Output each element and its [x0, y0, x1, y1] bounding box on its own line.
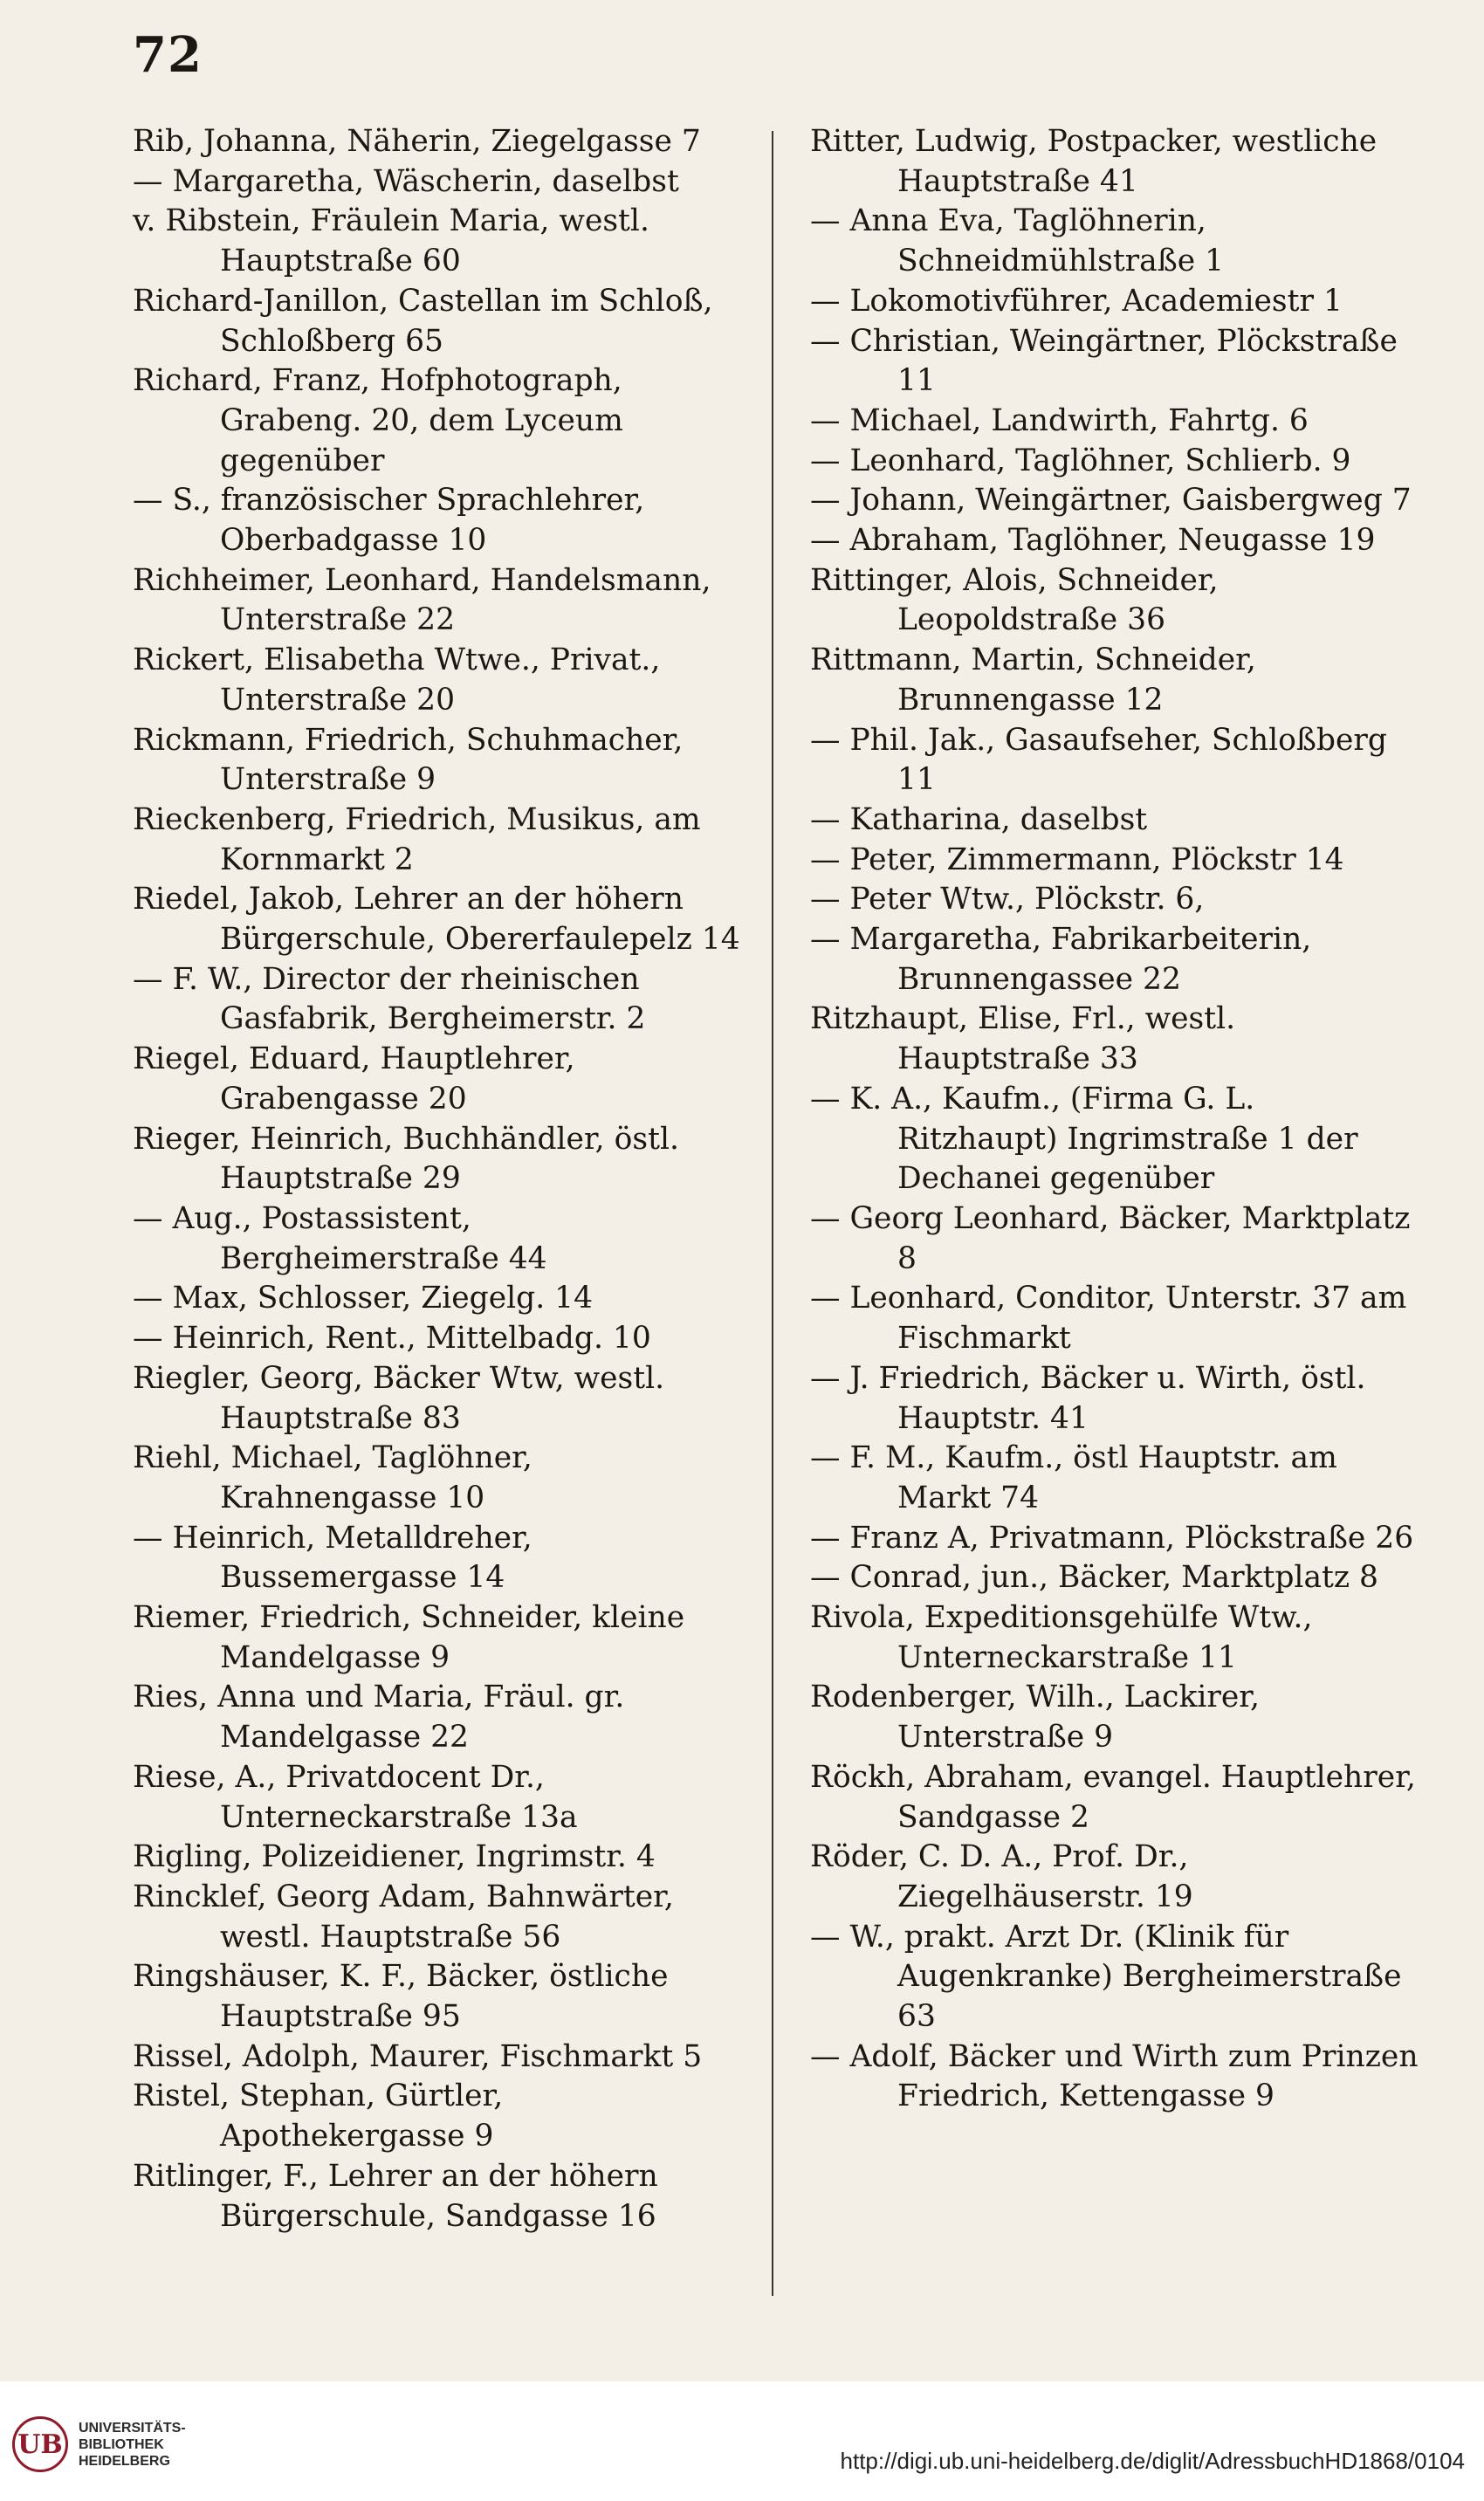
left-column [133, 122, 744, 2236]
directory-entry: — Franz A, Privatmann, Plöckstraße 26 [810, 1520, 1414, 1556]
directory-entry: — Johann, Weingärtner, Gaisbergweg 7 [810, 483, 1412, 519]
directory-entry: Riemer, Friedrich, Schneider, kleine Mandelgasse 9 [133, 1600, 685, 1675]
directory-entry: Rieckenberg, Friedrich, Musikus, am Kornmarkt 2 [133, 801, 701, 877]
directory-entry: Ringshäuser, K. F., Bäcker, östliche Hauptstraße 95 [133, 1959, 669, 2035]
page-number: 72 [133, 26, 203, 84]
directory-entry: — F. M., Kaufm., östl Hauptstr. am Markt 74 [810, 1440, 1337, 1515]
directory-entry: Richard, Franz, Hofphotograph, Grabeng. 20, dem Lyceum gegenüber [133, 363, 623, 478]
directory-entry: Ritlinger, F., Lehrer an der höhern Bürgerschule, Sandgasse 16 [133, 2158, 658, 2234]
directory-entry: Ristel, Stephan, Gürtler, Apothekergasse 9 [133, 2078, 504, 2154]
directory-entry: Rib, Johanna, Näherin, Ziegelgasse 7 [133, 124, 701, 159]
column-divider [772, 131, 773, 2296]
directory-entry: — W., prakt. Arzt Dr. (Klinik für Augenkranke) Bergheimerstraße 63 [810, 1919, 1402, 2035]
source-url-link[interactable]: http://digi.ub.uni-heidelberg.de/diglit/AdressbuchHD1868/0104 [840, 2448, 1465, 2474]
directory-entry: v. Ribstein, Fräulein Maria, westl. Hauptstraße 60 [133, 203, 649, 279]
directory-entry: — Margaretha, Fabrikarbeiterin, Brunnengassee 22 [810, 922, 1312, 997]
library-name [79, 2420, 186, 2470]
directory-entry: Riegel, Eduard, Hauptlehrer, Grabengasse 20 [133, 1041, 575, 1117]
directory-entry: Riegler, Georg, Bäcker Wtw, westl. Hauptstraße 83 [133, 1360, 665, 1436]
directory-entry: Ries, Anna und Maria, Fräul. gr. Mandelgasse 22 [133, 1680, 625, 1756]
directory-entry: — Peter, Zimmermann, Plöckstr 14 [810, 842, 1344, 877]
directory-entry: Röckh, Abraham, evangel. Hauptlehrer, Sandgasse 2 [810, 1759, 1416, 1835]
directory-entry: Rincklef, Georg Adam, Bahnwärter, westl. Hauptstraße 56 [133, 1879, 674, 1955]
directory-entry: — Lokomotivführer, Academiestr 1 [810, 283, 1343, 319]
directory-entry: — Katharina, daselbst [810, 801, 1148, 837]
directory-entry: — K. A., Kaufm., (Firma G. L. Ritzhaupt) Ingrimstraße 1 der Dechanei gegenüber [810, 1081, 1358, 1197]
directory-entry: Rickert, Elisabetha Wtwe., Privat., Unterstraße 20 [133, 642, 661, 718]
directory-entry: — Peter Wtw., Plöckstr. 6, [810, 882, 1205, 917]
directory-entry: Rivola, Expeditionsgehülfe Wtw., Unterneckarstraße 11 [810, 1600, 1313, 1675]
library-name-line: UNIVERSITÄTS- [79, 2420, 186, 2436]
directory-entry: Röder, C. D. A., Prof. Dr., Ziegelhäuserstr. 19 [810, 1839, 1193, 1914]
directory-entry: — Michael, Landwirth, Fahrtg. 6 [810, 402, 1309, 438]
right-column [810, 122, 1421, 2117]
directory-entry: — Anna Eva, Taglöhnerin, Schneidmühlstraße 1 [810, 203, 1225, 279]
directory-entry: — Aug., Postassistent, Bergheimerstraße 44 [133, 1200, 547, 1276]
directory-entry: Rodenberger, Wilh., Lackirer, Unterstraße 9 [810, 1680, 1260, 1756]
library-name-line: HEIDELBERG [79, 2453, 170, 2469]
directory-entry: — Max, Schlosser, Ziegelg. 14 [133, 1281, 594, 1316]
directory-entry: — Christian, Weingärtner, Plöckstraße 11 [810, 323, 1398, 399]
library-name-line: BIBLIOTHEK [79, 2436, 164, 2452]
directory-entry: — J. Friedrich, Bäcker u. Wirth, östl. Hauptstr. 41 [810, 1360, 1366, 1436]
directory-entry: — Abraham, Taglöhner, Neugasse 19 [810, 523, 1376, 559]
directory-entry: — Adolf, Bäcker und Wirth zum Prinzen Friedrich, Kettengasse 9 [810, 2038, 1419, 2114]
directory-entry: Riese, A., Privatdocent Dr., Unterneckarstraße 13a [133, 1759, 578, 1835]
directory-entry: Richheimer, Leonhard, Handelsmann, Unterstraße 22 [133, 562, 711, 638]
directory-entry: — Leonhard, Taglöhner, Schlierb. 9 [810, 443, 1351, 478]
directory-entry: Riedel, Jakob, Lehrer an der höhern Bürgerschule, Obererfaulepelz 14 [133, 882, 740, 958]
library-logo [12, 2416, 186, 2472]
directory-entry: — Phil. Jak., Gasaufseher, Schloßberg 11 [810, 722, 1387, 798]
directory-entry: — Leonhard, Conditor, Unterstr. 37 am Fischmarkt [810, 1281, 1407, 1357]
directory-entry: Rittinger, Alois, Schneider, Leopoldstraße 36 [810, 562, 1219, 638]
directory-entry: Rissel, Adolph, Maurer, Fischmarkt 5 [133, 2038, 703, 2074]
directory-entry: — Heinrich, Rent., Mittelbadg. 10 [133, 1321, 651, 1357]
directory-entry: Rigling, Polizeidiener, Ingrimstr. 4 [133, 1839, 656, 1875]
directory-entry: Rieger, Heinrich, Buchhändler, östl. Hauptstraße 29 [133, 1121, 679, 1197]
directory-entry: — Heinrich, Metalldreher, Bussemergasse 14 [133, 1520, 532, 1596]
directory-entry: Rittmann, Martin, Schneider, Brunnengasse 12 [810, 642, 1256, 718]
directory-entry: — Georg Leonhard, Bäcker, Marktplatz 8 [810, 1200, 1411, 1276]
library-seal-icon: UB [12, 2416, 68, 2472]
directory-entry: — F. W., Director der rheinischen Gasfabrik, Bergheimerstr. 2 [133, 961, 646, 1037]
directory-entry: Rickmann, Friedrich, Schuhmacher, Unterstraße 9 [133, 722, 684, 798]
footer [0, 2381, 1484, 2501]
directory-entry: Riehl, Michael, Taglöhner, Krahnengasse 10 [133, 1440, 532, 1515]
directory-entry: — Conrad, jun., Bäcker, Marktplatz 8 [810, 1560, 1378, 1596]
directory-entry: Ritter, Ludwig, Postpacker, westliche Hauptstraße 41 [810, 124, 1378, 199]
directory-entry: — S., französischer Sprachlehrer, Oberbadgasse 10 [133, 483, 645, 559]
directory-entry: Richard-Janillon, Castellan im Schloß, Schloßberg 65 [133, 283, 713, 359]
directory-entry: Ritzhaupt, Elise, Frl., westl. Hauptstraße 33 [810, 1001, 1236, 1077]
directory-entry: — Margaretha, Wäscherin, daselbst [133, 163, 679, 199]
